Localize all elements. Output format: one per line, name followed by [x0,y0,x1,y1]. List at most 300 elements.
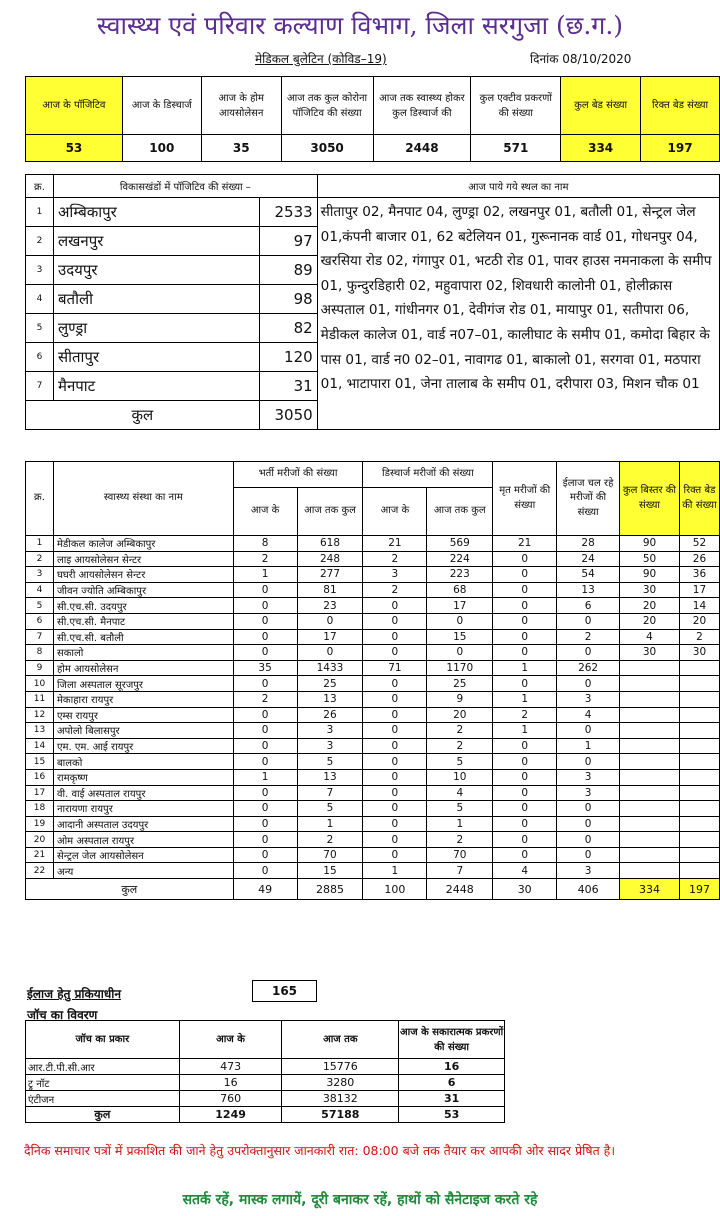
row-number: 6 [26,343,54,372]
test-total: 38132 [282,1091,399,1107]
beds-cell: 90 [620,567,680,583]
column-header: क्र. [26,462,54,536]
facility-name: सी.एच.सी. उदयपुर [53,598,233,614]
facility-cell: 0 [363,832,427,848]
facility-cell: 3 [557,691,620,707]
beds-cell [620,660,680,676]
block-table [25,174,720,430]
facility-cell: 0 [493,801,557,817]
block-total-label: कुल [26,401,260,430]
vacant-cell [679,676,719,692]
table-row [26,1059,505,1075]
vacant-cell: 36 [679,567,719,583]
vacant-cell: 52 [679,536,719,552]
beds-cell [620,707,680,723]
test-positive: 6 [399,1075,505,1091]
facility-cell: 0 [493,847,557,863]
facility-cell: 0 [363,598,427,614]
pending-label: ईलाज हेतु प्रकियाधीन [27,987,121,1001]
beds-cell [620,832,680,848]
block-total-value: 3050 [259,401,317,430]
note-text: दैनिक समाचार पत्रों में प्रकाशित की जाने हेतु उपरोक्तानुसार जानकारी रात: 08:00 बजे तक तैयार कर आपकी ओर सादर प्रेषित है। [24,1143,616,1158]
facility-cell: 224 [427,551,493,567]
facility-cell: 6 [557,598,620,614]
beds-cell: 20 [620,613,680,629]
facility-cell: 0 [363,723,427,739]
vacant-cell [679,832,719,848]
facility-cell: 0 [363,785,427,801]
facility-cell: 0 [493,582,557,598]
beds-cell [620,863,680,879]
total-label: कुल [26,879,234,900]
column-header: स्वास्थ्य संस्था का नाम [53,462,233,536]
facility-cell: 2 [233,691,297,707]
facility-cell: 2 [427,723,493,739]
facility-cell: 0 [363,707,427,723]
table-row [26,847,720,863]
tests-header-row [26,1021,505,1059]
facility-cell: 0 [233,598,297,614]
facility-cell: 35 [233,660,297,676]
facility-cell: 0 [363,676,427,692]
facility-name: सी.एच.सी. मैनपाट [53,613,233,629]
facility-header-row [26,462,720,488]
table-row [26,598,720,614]
facility-cell: 0 [233,754,297,770]
facility-cell: 0 [557,816,620,832]
block-name: लुण्ड्रा [53,314,259,343]
facility-cell: 0 [493,832,557,848]
summary-value: 2448 [373,135,471,162]
facility-cell: 17 [297,629,363,645]
total-cell: 334 [620,879,680,900]
places-text: सीतापुर 02, मैनपाट 04, लुण्ड्रा 02, लखनपुर 01, बतौली 01, सेन्ट्रल जेल 01,कंपनी बाजार 01, 62 बटेलियन 01, गुरूनानक वार्ड 01, गोधनपुर 04, खरसिया रोड 02, गंगापुर 01, भटठी रोड 01, पावर हाउस नमनाकला के समीप 01, फुन्दुरडिहारी 02, महुवापारा 02, शिवधारी कालोनी 01, होलीक्रास अस्पताल 01, गांधीनगर 01, देवीगंज रोड 01, मायापुर 01, सतीपारा 06, मेडीकल कालेज 01, वार्ड न07–01, कालीघाट के समीप 01, कमोदा बिहार के पास 01, वार्ड न0 02–01, नावागढ 01, बाकालो 01, सरगवा 01, मठपारा 01, भाटापारा 01, जेना तालाब के समीप 01, दरीपारा 03, मिशन चौक 01 [317,198,719,430]
block-header-row [26,175,720,198]
vacant-cell [679,847,719,863]
facility-cell: 3 [557,863,620,879]
test-total: 3280 [282,1075,399,1091]
facility-cell: 0 [493,816,557,832]
facility-cell: 70 [427,847,493,863]
facility-name: बालको [53,754,233,770]
facility-cell: 0 [363,801,427,817]
row-number: 3 [26,256,54,285]
vacant-cell [679,769,719,785]
facility-cell: 0 [363,691,427,707]
column-header: आज तक [282,1021,399,1059]
table-row [26,816,720,832]
facility-cell: 1 [493,660,557,676]
table-row [26,832,720,848]
test-positive: 16 [399,1059,505,1075]
facility-cell: 10 [427,769,493,785]
total-cell: 1249 [179,1107,282,1123]
table-row [26,863,720,879]
table-row [26,801,720,817]
block-count: 120 [259,343,317,372]
row-number: 18 [26,801,54,817]
summary-value: 35 [201,135,281,162]
summary-value-row [26,135,720,162]
facility-cell: 9 [427,691,493,707]
vacant-cell: 20 [679,613,719,629]
facility-cell: 0 [493,645,557,661]
row-number: 1 [26,536,54,552]
total-cell: 30 [493,879,557,900]
column-header: रिक्त बेड की संख्या [679,462,719,536]
row-number: 5 [26,598,54,614]
block-name: अम्बिकापुर [53,198,259,227]
facility-cell: 0 [363,754,427,770]
table-row [26,551,720,567]
table-row [26,567,720,583]
facility-cell: 7 [297,785,363,801]
facility-cell: 20 [427,707,493,723]
facility-cell: 0 [557,801,620,817]
bulletin-line [0,50,720,70]
block-count: 2533 [259,198,317,227]
facility-cell: 0 [233,785,297,801]
table-row [26,629,720,645]
table-row [26,1075,505,1091]
table-row [26,738,720,754]
facility-cell: 0 [363,613,427,629]
row-number: 16 [26,769,54,785]
facility-cell: 0 [493,551,557,567]
facility-cell: 0 [557,723,620,739]
facility-cell: 4 [493,863,557,879]
row-number: 7 [26,629,54,645]
summary-header-row [26,77,720,135]
facility-cell: 0 [363,645,427,661]
facility-cell: 1 [493,723,557,739]
facility-cell: 0 [557,832,620,848]
facility-cell: 2 [297,832,363,848]
facility-cell: 24 [557,551,620,567]
facility-cell: 2 [493,707,557,723]
column-header: क्र. [26,175,54,198]
facility-cell: 0 [363,738,427,754]
facility-cell: 0 [557,645,620,661]
vacant-cell [679,691,719,707]
facility-cell: 0 [233,676,297,692]
facility-name: रामकृष्ण [53,769,233,785]
table-row [26,723,720,739]
facility-name: आदानी अस्पताल उदयपुर [53,816,233,832]
tests-total-row [26,1107,505,1123]
facility-cell: 26 [297,707,363,723]
row-number: 5 [26,314,54,343]
row-number: 15 [26,754,54,770]
facility-cell: 13 [297,691,363,707]
facility-cell: 15 [297,863,363,879]
block-name: लखनपुर [53,227,259,256]
row-number: 11 [26,691,54,707]
vacant-cell [679,738,719,754]
facility-cell: 23 [297,598,363,614]
facility-name: जीवन ज्योति अम्बिकापुर [53,582,233,598]
column-header: कुल बिस्तर की संख्या [620,462,680,536]
summary-value: 334 [561,135,641,162]
facility-cell: 0 [233,832,297,848]
beds-cell [620,691,680,707]
facility-cell: 3 [557,785,620,801]
facility-cell: 5 [427,754,493,770]
row-number: 4 [26,285,54,314]
block-count: 82 [259,314,317,343]
facility-cell: 0 [493,613,557,629]
facility-cell: 3 [363,567,427,583]
summary-header: कुल एक्टीव प्रकरणों की संख्या [471,77,561,135]
row-number: 19 [26,816,54,832]
test-today: 760 [179,1091,282,1107]
tests-label: जॉच का विवरण [27,1008,98,1022]
row-number: 22 [26,863,54,879]
table-row [26,582,720,598]
beds-cell [620,816,680,832]
bulletin-title: मेडिकल बुलेटिन (कोविड–19) [255,52,387,66]
facility-cell: 0 [233,863,297,879]
facility-cell: 0 [233,801,297,817]
facility-cell: 0 [493,738,557,754]
row-number: 10 [26,676,54,692]
facility-cell: 8 [233,536,297,552]
facility-cell: 0 [363,847,427,863]
facility-cell: 0 [427,645,493,661]
facility-cell: 2 [427,832,493,848]
facility-cell: 13 [557,582,620,598]
beds-cell: 30 [620,582,680,598]
vacant-cell [679,863,719,879]
facility-cell: 17 [427,598,493,614]
beds-cell [620,769,680,785]
facility-cell: 0 [557,676,620,692]
summary-header: आज के होम आयसोलेसन [201,77,281,135]
facility-cell: 618 [297,536,363,552]
facility-cell: 13 [297,769,363,785]
facility-cell: 5 [297,801,363,817]
facility-name: सकालो [53,645,233,661]
total-label: कुल [26,1107,180,1123]
facility-total-row [26,879,720,900]
table-row [26,645,720,661]
vacant-cell: 14 [679,598,719,614]
facility-cell: 0 [557,754,620,770]
summary-header: रिक्त बेड संख्या [641,77,720,135]
facility-cell: 248 [297,551,363,567]
beds-cell: 30 [620,645,680,661]
vacant-cell [679,785,719,801]
facility-cell: 25 [427,676,493,692]
facility-cell: 71 [363,660,427,676]
facility-cell: 68 [427,582,493,598]
vacant-cell: 30 [679,645,719,661]
test-today: 16 [179,1075,282,1091]
test-total: 15776 [282,1059,399,1075]
facility-cell: 2 [363,582,427,598]
facility-cell: 0 [233,645,297,661]
facility-name: सी.एच.सी. बतौली [53,629,233,645]
column-header: डिस्चार्ज मरीजों की संख्या [363,462,493,488]
column-header: ईलाज चल रहे मरीजों की संख्या [557,462,620,536]
facility-cell: 277 [297,567,363,583]
row-number: 8 [26,645,54,661]
table-row [26,785,720,801]
row-number: 4 [26,582,54,598]
column-header: आज तक कुल [427,488,493,536]
facility-cell: 1 [233,567,297,583]
facility-cell: 0 [493,676,557,692]
vacant-cell: 26 [679,551,719,567]
facility-name: मेकाहारा रायपुर [53,691,233,707]
total-cell: 2885 [297,879,363,900]
table-row [26,660,720,676]
test-today: 473 [179,1059,282,1075]
beds-cell: 90 [620,536,680,552]
facility-cell: 0 [233,738,297,754]
tests-table [25,1020,505,1123]
total-cell: 57188 [282,1107,399,1123]
facility-name: अपोलो बिलासपुर [53,723,233,739]
beds-cell: 50 [620,551,680,567]
facility-cell: 7 [427,863,493,879]
block-count: 89 [259,256,317,285]
total-cell: 49 [233,879,297,900]
block-count: 98 [259,285,317,314]
facility-cell: 0 [233,723,297,739]
vacant-cell [679,723,719,739]
vacant-cell [679,754,719,770]
facility-cell: 0 [297,645,363,661]
vacant-cell: 17 [679,582,719,598]
block-count: 97 [259,227,317,256]
facility-cell: 569 [427,536,493,552]
beds-cell [620,738,680,754]
summary-value: 53 [26,135,123,162]
summary-value: 571 [471,135,561,162]
table-row [26,754,720,770]
facility-cell: 0 [233,847,297,863]
test-type: आर.टी.पी.सी.आर [26,1059,180,1075]
facility-cell: 5 [297,754,363,770]
table-row [26,536,720,552]
facility-cell: 0 [363,816,427,832]
facility-cell: 25 [297,676,363,692]
facility-cell: 1 [363,863,427,879]
facility-name: ओम अस्पताल रायपुर [53,832,233,848]
column-header: आज के [179,1021,282,1059]
total-cell: 53 [399,1107,505,1123]
summary-header: कुल बेड संख्या [561,77,641,135]
facility-name: एम. एम. आई रायपुर [53,738,233,754]
row-number: 3 [26,567,54,583]
row-number: 17 [26,785,54,801]
facility-name: अन्य [53,863,233,879]
summary-value: 197 [641,135,720,162]
column-header: आज के [233,488,297,536]
facility-cell: 3 [557,769,620,785]
facility-name: घघरी आयसोलेसन सेन्टर [53,567,233,583]
facility-cell: 0 [557,613,620,629]
facility-cell: 1 [233,769,297,785]
row-number: 7 [26,372,54,401]
beds-cell [620,676,680,692]
beds-cell [620,723,680,739]
column-header: आज के [363,488,427,536]
test-type: एंटीजन [26,1091,180,1107]
facility-cell: 0 [493,754,557,770]
facility-cell: 262 [557,660,620,676]
facility-cell: 4 [557,707,620,723]
facility-cell: 0 [363,629,427,645]
facility-cell: 15 [427,629,493,645]
facility-cell: 2 [363,551,427,567]
column-header: आज तक कुल [297,488,363,536]
row-number: 1 [26,198,54,227]
facility-name: वी. वाई अस्पताल रायपुर [53,785,233,801]
facility-cell: 0 [557,847,620,863]
facility-cell: 0 [493,598,557,614]
facility-cell: 1433 [297,660,363,676]
facility-name: लाइ आयसोलेसन सेन्टर [53,551,233,567]
row-number: 13 [26,723,54,739]
table-row [26,769,720,785]
summary-value: 3050 [281,135,373,162]
total-cell: 406 [557,879,620,900]
summary-table [25,76,720,162]
facility-cell: 70 [297,847,363,863]
block-name: बतौली [53,285,259,314]
beds-cell [620,801,680,817]
total-cell: 197 [679,879,719,900]
block-name: सीतापुर [53,343,259,372]
facility-name: एम्स रायपुर [53,707,233,723]
row-number: 20 [26,832,54,848]
facility-cell: 0 [233,613,297,629]
block-count: 31 [259,372,317,401]
facility-cell: 3 [297,738,363,754]
facility-cell: 0 [493,769,557,785]
vacant-cell [679,660,719,676]
facility-cell: 54 [557,567,620,583]
vacant-cell [679,801,719,817]
row-number: 9 [26,660,54,676]
page-title: स्वास्थ्य एवं परिवार कल्याण विभाग, जिला सरगुजा (छ.ग.) [96,11,624,40]
facility-cell: 0 [233,816,297,832]
facility-cell: 4 [427,785,493,801]
total-cell: 100 [363,879,427,900]
facility-cell: 0 [493,567,557,583]
column-header: विकासखंडों में पॉजिटिव की संख्या – [53,175,317,198]
pending-value: 165 [252,980,317,1002]
bulletin-date: दिनांक 08/10/2020 [530,52,632,66]
facility-cell: 1 [427,816,493,832]
column-header: मृत मरीजों की संख्या [493,462,557,536]
facility-cell: 223 [427,567,493,583]
beds-cell: 20 [620,598,680,614]
beds-cell [620,754,680,770]
total-cell: 2448 [427,879,493,900]
facility-cell: 1 [557,738,620,754]
facility-cell: 3 [297,723,363,739]
footer-slogan: सतर्क रहें, मास्क लगायें, दूरी बनाकर रहें, हाथों को सैनेटाइज करते रहे [182,1192,538,1208]
summary-header: आज तक स्वास्थ्य होकर कुल डिस्चार्ज की [373,77,471,135]
facility-cell: 0 [297,613,363,629]
facility-cell: 0 [233,629,297,645]
facility-cell: 0 [493,629,557,645]
beds-cell [620,847,680,863]
facility-cell: 2 [427,738,493,754]
